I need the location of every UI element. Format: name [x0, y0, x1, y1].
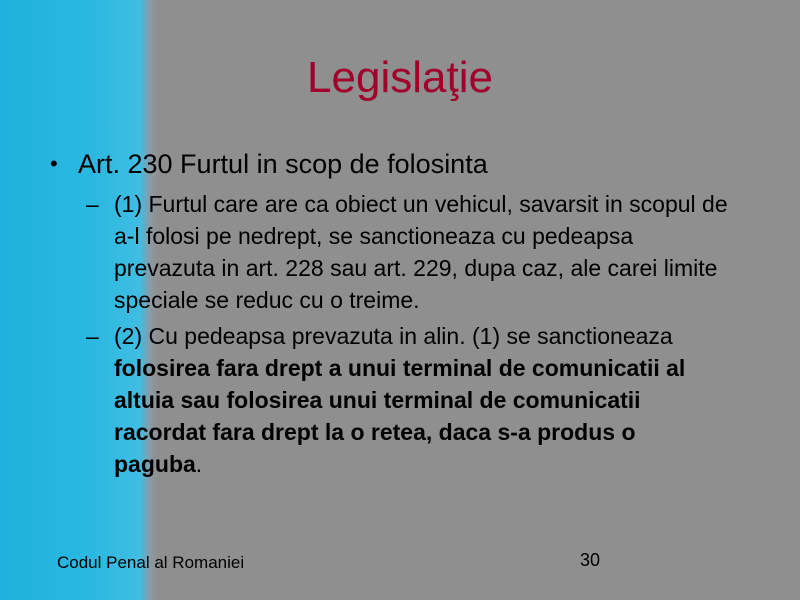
- slide-content: [48, 146, 728, 484]
- dash-marker-icon: –: [86, 191, 99, 217]
- bullet-article-230: [48, 146, 728, 182]
- sub-bullet-paragraph-2: [48, 320, 728, 480]
- footer-source: Codul Penal al Romaniei: [57, 553, 245, 572]
- sub-bullet-end-text: .: [195, 451, 203, 477]
- bullet-text: Art. 230 Furtul in scop de folosinta: [78, 149, 488, 179]
- dash-marker-icon: –: [86, 323, 99, 349]
- sub-bullet-paragraph-1: [48, 188, 728, 316]
- page-number: 30: [580, 550, 601, 570]
- sub-bullet-text: (1) Furtul care are ca obiect un vehicul, savarsit in scopul de a-l folosi pe nedrept, se sanctioneaza cu pedeapsa prevazuta in art. 228 sau art. 229, dupa caz, ale carei limite speciale se reduc cu o treime.: [114, 191, 728, 313]
- sub-bullet-bold-text: folosirea fara drept a unui terminal de comunicatii al altuia sau folosirea unui terminal de comunicatii racordat fara drept la o retea, daca s-a produs o paguba: [114, 355, 686, 477]
- bullet-dot-icon: •: [50, 151, 58, 176]
- slide-title: Legislaţie: [307, 53, 493, 102]
- sub-bullet-text: (2) Cu pedeapsa prevazuta in alin. (1) se sanctioneaza: [114, 323, 673, 349]
